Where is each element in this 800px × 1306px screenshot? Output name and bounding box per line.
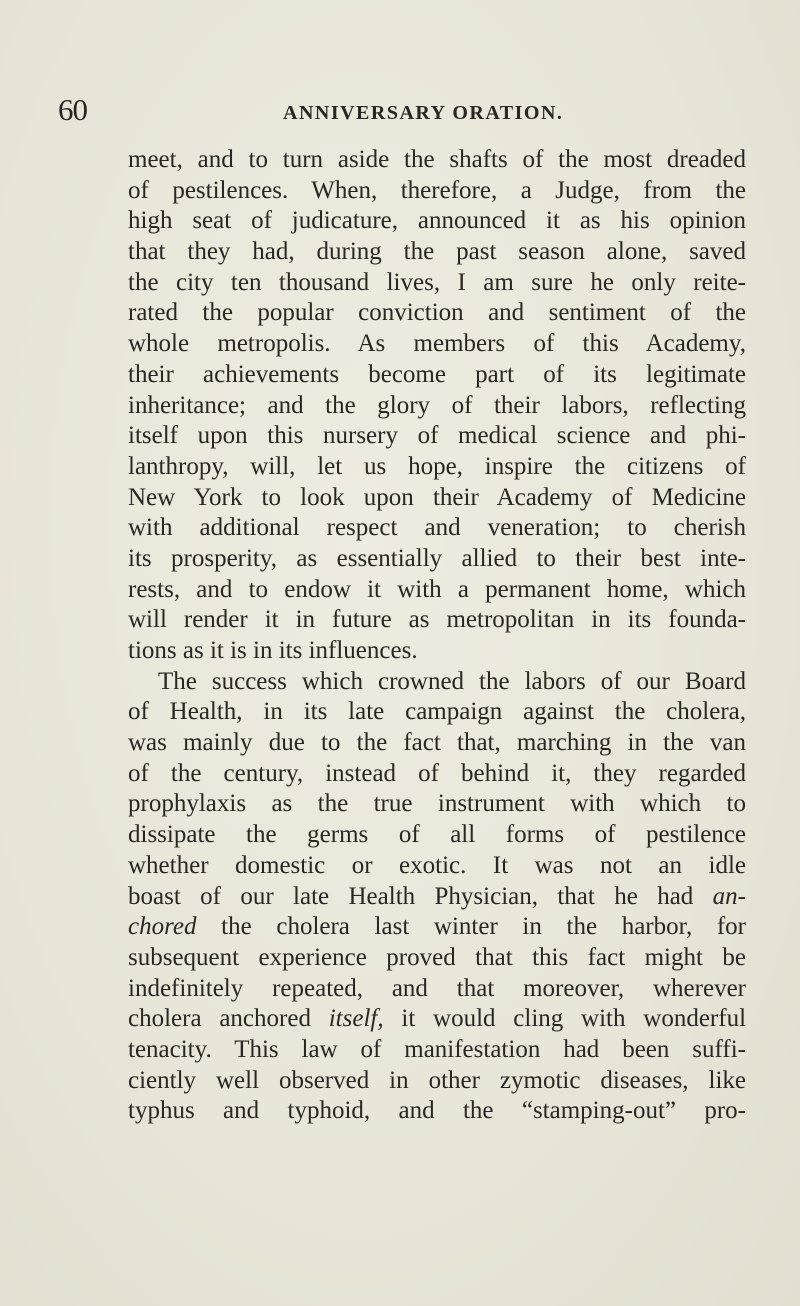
text-line: subsequent experience proved that this fact might be	[128, 943, 746, 971]
text-line: with additional respect and veneration; to cherish	[128, 514, 746, 542]
text-line: of the century, instead of behind it, they regarded	[128, 759, 746, 787]
text-line: tenacity. This law of manifestation had been suffi-	[128, 1035, 746, 1063]
text-line: dissipate the germs of all forms of pestilence	[128, 821, 746, 849]
text-line: was mainly due to the fact that, marching in the van	[128, 729, 746, 757]
italic-word: chored	[128, 913, 197, 941]
text-line: the city ten thousand lives, I am sure he only reite-	[128, 268, 746, 296]
text-line: New York to look upon their Academy of Medicine	[128, 483, 746, 511]
text-line: lanthropy, will, let us hope, inspire the citizens of	[128, 452, 746, 480]
text-line: indefinitely repeated, and that moreover, wherever	[128, 974, 746, 1002]
text-fragment: boast of our late Health Physician, that he had	[128, 882, 694, 910]
running-head: ANNIVERSARY ORATION.	[283, 102, 564, 124]
text-line	[128, 882, 746, 913]
italic-word: itself,	[328, 1005, 384, 1033]
text-line: whether domestic or exotic. It was not an idle	[128, 851, 746, 879]
italic-word: an-	[712, 882, 746, 910]
text-line: prophylaxis as the true instrument with which to	[128, 790, 746, 818]
text-line	[128, 1004, 746, 1035]
text-line: their achievements become part of its legitimate	[128, 360, 746, 388]
body-text	[128, 145, 746, 1127]
text-line: rests, and to endow it with a permanent home, which	[128, 575, 746, 603]
text-line: that they had, during the past season alone, saved	[128, 238, 746, 266]
text-line: rated the popular conviction and sentiment of the	[128, 299, 746, 327]
text-fragment: cholera anchored	[128, 1005, 311, 1033]
text-line: its prosperity, as essentially allied to their best inte-	[128, 544, 746, 572]
text-line: ciently well observed in other zymotic diseases, like	[128, 1066, 746, 1094]
paragraph-first-line: The success which crowned the labors of our Board	[158, 667, 746, 695]
text-line: of Health, in its late campaign against the cholera,	[128, 698, 746, 726]
text-line: high seat of judicature, announced it as his opinion	[128, 207, 746, 235]
text-fragment: the cholera last winter in the harbor, for	[221, 913, 747, 941]
text-line: typhus and typhoid, and the “stamping-out” pro-	[128, 1097, 746, 1125]
text-line: whole metropolis. As members of this Academy,	[128, 330, 746, 358]
text-line: inheritance; and the glory of their labors, reflecting	[128, 391, 746, 419]
text-fragment: it would cling with wonderful	[401, 1005, 747, 1033]
text-line: will render it in future as metropolitan in its founda-	[128, 606, 746, 634]
text-line	[128, 912, 746, 943]
text-line: tions as it is in its influences.	[128, 637, 418, 664]
text-line: of pestilences. When, therefore, a Judge, from the	[128, 176, 746, 204]
page-number: 60	[58, 92, 87, 127]
text-line: meet, and to turn aside the shafts of the most dreaded	[128, 146, 746, 173]
text-line: itself upon this nursery of medical science and phi-	[128, 422, 746, 450]
page-header	[58, 92, 758, 132]
